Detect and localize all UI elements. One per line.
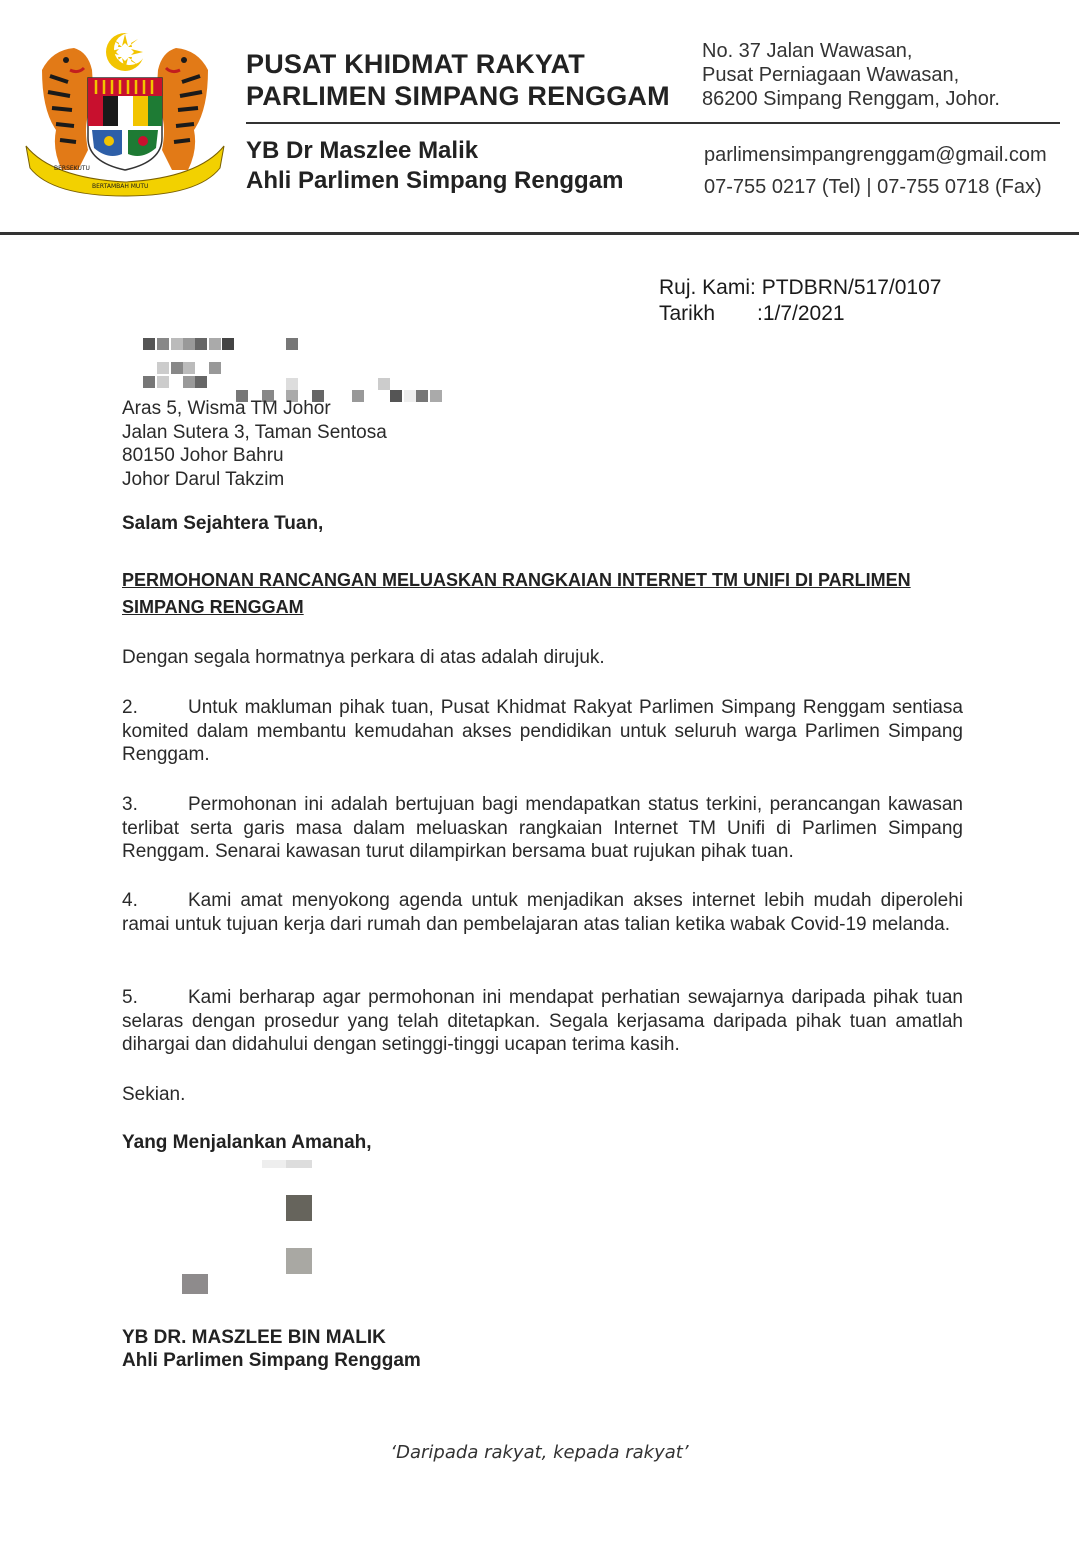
closing-text: Sekian. [122,1084,186,1105]
office-address [702,39,1000,111]
letter-subject: PERMOHONAN RANCANGAN MELUASKAN RANGKAIAN INTERNET TM UNIFI DI PARLIMEN SIMPANG RENGGAM [122,570,911,617]
mp-block [246,136,623,196]
paragraph-4 [122,889,963,936]
salutation: Salam Sejahtera Tuan, [122,513,324,534]
recipient-line-4: Johor Darul Takzim [122,468,285,490]
closing-amanah: Yang Menjalankan Amanah, [122,1132,372,1153]
footer-motto: ‘Daripada rakyat, kepada rakyat’ [390,1442,689,1463]
ruj-label: Ruj. Kami: [659,276,756,299]
paragraph-number: 5. [122,987,138,1008]
organization-name [246,48,670,112]
paragraph-3 [122,793,963,864]
crest-bottom-text: BERTAMBAH MUTU [92,183,149,190]
paragraph-number: 4. [122,890,138,911]
recipient-line-2: Jalan Sutera 3, Taman Sentosa [122,421,387,443]
email-text: parlimensimpangrenggam@gmail.com [704,144,1047,166]
paragraph-number: 3. [122,794,138,815]
date-label: Tarikh [659,302,716,325]
paragraph-text: Permohonan ini adalah bertujuan bagi mendapatkan status terkini, perancangan kawasan terlibat serta garis masa dalam meluaskan rangkaian Internet TM Unifi di Parlimen Simpang Renggam. Senarai kawasan turut dilampirkan bersama buat rujukan pihak tuan. [122,794,963,862]
mp-title: Ahli Parlimen Simpang Renggam [246,167,624,194]
left-tiger-icon [42,48,94,170]
ruj-value: PTDBRN/517/0107 [761,276,942,299]
crescent-star-icon [106,33,146,71]
paragraph-5 [122,986,963,1057]
reference-line [659,275,941,301]
recipient-address [122,397,387,491]
signatory-name: YB DR. MASZLEE BIN MALIK [122,1327,386,1348]
paragraph-text: Kami berharap agar permohonan ini mendapat perhatian sewajarnya daripada pihak tuan selaras dengan prosedur yang telah ditetapkan. Segala kerjasama daripada pihak tuan amatlah dihargai dan didahului dengan setinggi-tinggi ucapan terima kasih. [122,987,963,1055]
paragraph-text: Untuk makluman pihak tuan, Pusat Khidmat Rakyat Parlimen Simpang Renggam sentiasa komited dalam membantu kemudahan akses pendidikan untuk seluruh warga Parlimen Simpang Renggam. [122,697,963,765]
date-line [659,301,941,327]
signatory-title: Ahli Parlimen Simpang Renggam [122,1350,421,1371]
paragraph-text: Kami amat menyokong agenda untuk menjadikan akses internet lebih mudah diperolehi ramai untuk tujuan kerja dari rumah dan pembelajaran atas talian ketika wabak Covid-19 melanda. [122,890,963,935]
address-line-2: Pusat Perniagaan Wawasan, [702,64,960,86]
recipient-line-3: 80150 Johor Bahru [122,445,284,466]
letterhead-border [0,232,1079,235]
header-divider [246,122,1060,124]
reference-block [659,275,941,327]
paragraph-number: 2. [122,697,138,718]
shield-icon [88,78,162,170]
org-line-1: PUSAT KHIDMAT RAKYAT [246,49,585,79]
signatory-block [122,1326,421,1372]
coat-of-arms-logo [22,30,228,198]
phone-text: 07-755 0217 (Tel) | 07-755 0718 (Fax) [704,176,1042,198]
paragraph-2 [122,696,963,767]
date-value: :1/7/2021 [757,302,845,325]
right-tiger-icon [156,48,208,170]
org-line-2: PARLIMEN SIMPANG RENGGAM [246,81,670,111]
address-line-3: 86200 Simpang Renggam, Johor. [702,88,1000,110]
recipient-line-1: Aras 5, Wisma TM Johor [122,398,331,419]
contact-block [704,139,1047,203]
mp-name: YB Dr Maszlee Malik [246,137,479,164]
intro-paragraph: Dengan segala hormatnya perkara di atas adalah dirujuk. [122,647,605,668]
address-line-1: No. 37 Jalan Wawasan, [702,40,913,62]
crest-top-text: BERSEKUTU [54,165,90,172]
